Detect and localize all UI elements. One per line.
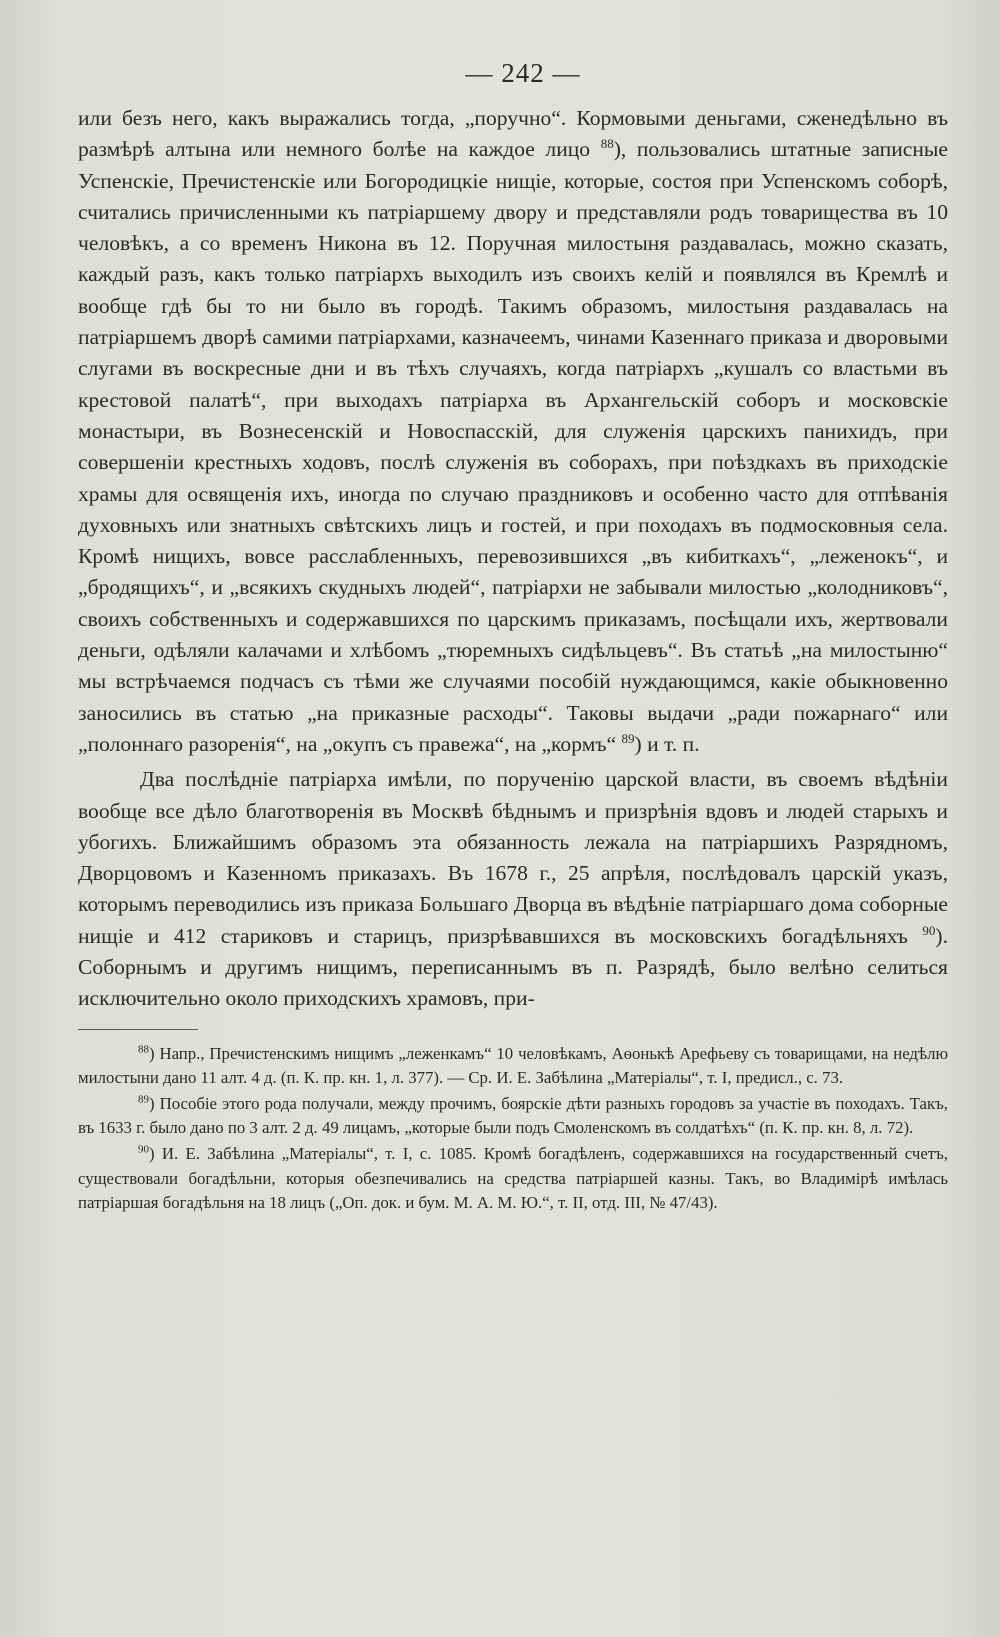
footnote-mark: 90 [138, 1143, 149, 1156]
main-text [78, 103, 948, 1015]
footnote-text: ) Напр., Пречистенскимъ нищимъ „леженкамъ“ 10 человѣкамъ, Аѳонькѣ Арефьеву съ товарищами, на недѣлю милостыни дано 11 алт. 4 д. (п. К. пр. кн. 1, л. 377). — Ср. И. Е. Забѣлина „Матеріалы“, т. I, предисл., с. 73. [78, 1043, 948, 1088]
footnote-separator [78, 1029, 198, 1030]
footnote-mark: 89 [138, 1093, 149, 1106]
paragraph-2: Два послѣдніе патріарха имѣли, по порученію царской власти, въ своемъ вѣдѣніи вообще все дѣло благотворенія въ Москвѣ бѣднымъ и призрѣнія вдовъ и людей старыхъ и убогихъ. Ближайшимъ образомъ эта обязанность лежала на патріаршихъ Разрядномъ, Дворцовомъ и Казенномъ приказахъ. Въ 1678 г., 25 апрѣля, послѣдовалъ царскій указъ, которымъ переводились изъ приказа Большаго Дворца въ вѣдѣніе патріаршаго дома соборные нищіе и 412 стариковъ и старицъ, призрѣвавшихся въ московскихъ богадѣльняхъ $^{90}$). Соборнымъ и другимъ нищимъ, переписаннымъ въ п. Разрядѣ, было велѣно селиться исключительно около приходскихъ храмовъ, при- [78, 767, 948, 1011]
page-number: — 242 — [465, 58, 581, 88]
paragraph-1: или безъ него, какъ выражались тогда, „поручно“. Кормовыми деньгами, сженедѣльно въ размѣрѣ алтына или немного болѣе на каждое лицо $^{88}$), пользовались штатные записные Успенскіе, Пречистенскіе или Богородицкіе нищіе, которые, состоя при Успенскомъ соборѣ, считались причисленными къ патріаршему двору и представляли родъ товарищества въ 10 человѣкъ, а со временъ Никона въ 12. Поручная милостыня раздавалась, можно сказать, каждый разъ, какъ только патріархъ выходилъ изъ своихъ келій и появлялся въ Кремлѣ и вообще гдѣ бы то ни было въ городѣ. Такимъ образомъ, милостыня раздавалась на патріаршемъ дворѣ самими патріархами, казначеемъ, чинами Казеннаго приказа и дворовыми слугами въ воскресные дни и въ тѣхъ случаяхъ, когда патріархъ „кушалъ со властьми въ крестовой палатѣ“, при выходахъ патріарха въ Архангельскій соборъ и московскіе монастыри, въ Вознесенскій и Новоспасскій, для служенія царскихъ панихидъ, при совершеніи крестныхъ ходовъ, послѣ служенія въ соборахъ, при поѣздкахъ въ приходскіе храмы для освященія ихъ, иногда по случаю праздниковъ и особенно часто для отпѣванія духовныхъ или знатныхъ свѣтскихъ лицъ и гостей, и при походахъ въ подмосковныя села. Кромѣ нищихъ, вовсе расслабленныхъ, перевозившихся „въ кибиткахъ“, „леженокъ“, и „бродящихъ“, и „всякихъ скудныхъ людей“, патріархи не забывали милостью „колодниковъ“, своихъ собственныхъ и содержавшихся по царскимъ приказамъ, посѣщали ихъ, жертвовали деньги, одѣляли калачами и хлѣбомъ „тюремныхъ сидѣльцевъ“. Въ статьѣ „на милостыню“ мы встрѣчаемся подчасъ съ тѣми же случаями пособій нуждающимся, какіе обыкновенно заносились въ статью „на приказные расходы“. Таковы выдачи „ради пожарнаго“ или „полоннаго разоренія“, на „окупъ съ правежа“, на „кормъ“ $^{89}$) и т. п. [78, 106, 948, 756]
footnote-ref: 88 [600, 136, 614, 152]
footnote-89 [78, 1092, 948, 1141]
footnote-text: ) И. Е. Забѣлина „Матеріалы“, т. I, с. 1085. Кромѣ богадѣленъ, содержавшихся на государственный счетъ, существовали богадѣльни, которыя обезпечивались на средства патріаршей казны. Такъ, во Владимірѣ имѣлась патріаршая богадѣльня на 18 лицъ („Оп. док. и бум. М. А. М. Ю.“, т. II, отд. III, № 47/43). [78, 1143, 948, 1213]
footnote-90 [78, 1142, 948, 1216]
footnotes [78, 1042, 948, 1216]
footnote-ref: 89 [621, 730, 635, 746]
footnote-88 [78, 1042, 948, 1091]
footnote-ref: 90 [922, 922, 936, 938]
footnote-mark: 88 [138, 1043, 149, 1056]
footnote-text: ) Пособіе этого рода получали, между прочимъ, боярскіе дѣти разныхъ городовъ за участіе въ походахъ. Такъ, въ 1633 г. было дано по 3 алт. 2 д. 49 лицамъ, „которые были подъ Смоленскомъ въ солдатѣхъ“ (п. К. пр. кн. 8, л. 72). [78, 1093, 948, 1138]
